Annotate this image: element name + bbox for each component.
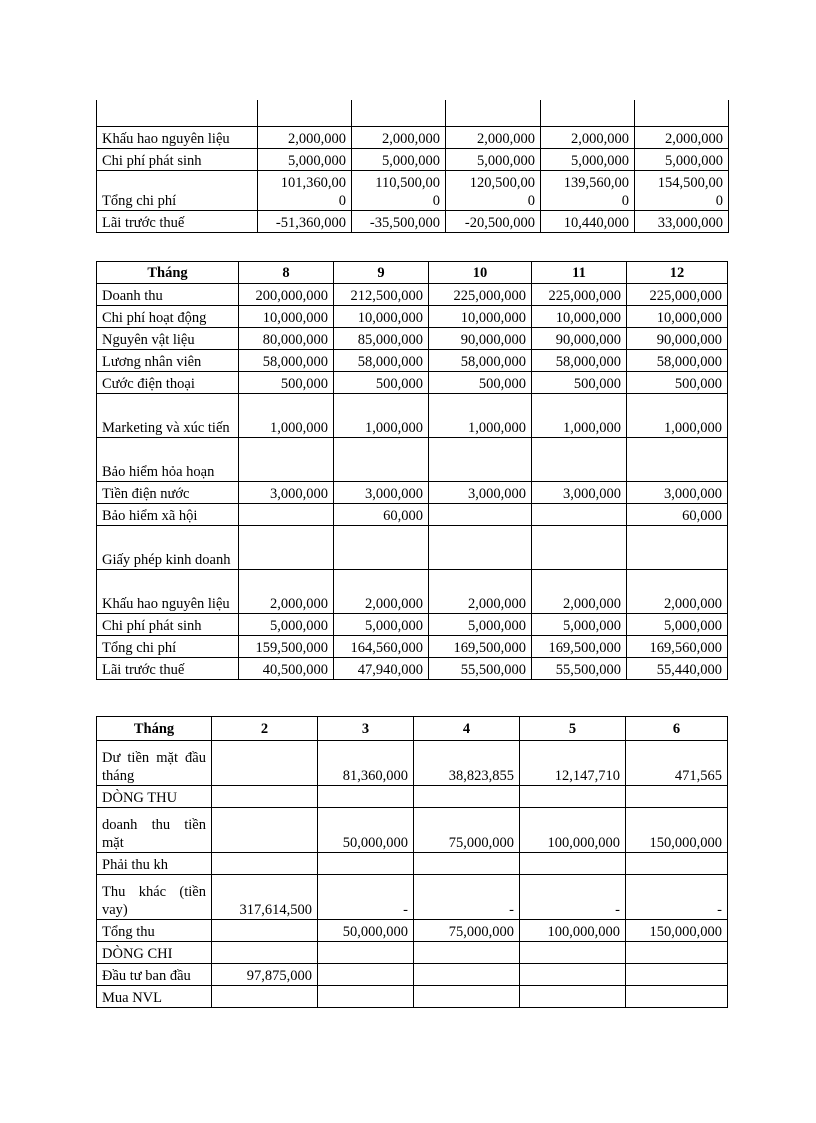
row-label: doanh thu tiền mặt xyxy=(97,808,212,853)
table-row xyxy=(97,964,728,986)
cell-value: 3,000,000 xyxy=(627,482,728,504)
table-row xyxy=(97,482,728,504)
row-label: Bảo hiểm hỏa hoạn xyxy=(97,438,239,482)
cell-value: 58,000,000 xyxy=(239,350,334,372)
cell-value: - xyxy=(520,875,626,920)
cell-value: 5,000,000 xyxy=(627,614,728,636)
cell-value: 2,000,000 xyxy=(352,126,446,148)
cell-value: 5,000,000 xyxy=(446,148,541,170)
table-row xyxy=(97,853,728,875)
cell-value xyxy=(212,808,318,853)
cell-value: 50,000,000 xyxy=(318,808,414,853)
cell-value xyxy=(318,786,414,808)
table-header-row xyxy=(97,262,728,284)
cell-value: 500,000 xyxy=(627,372,728,394)
cell-value: 75,000,000 xyxy=(414,808,520,853)
cell-value: - xyxy=(626,875,728,920)
cell-value: 50,000,000 xyxy=(318,920,414,942)
column-header: Tháng xyxy=(97,262,239,284)
cell-value: -20,500,000 xyxy=(446,210,541,232)
cell-value xyxy=(212,942,318,964)
column-header: 12 xyxy=(627,262,728,284)
cell-value: 10,440,000 xyxy=(541,210,635,232)
cell-value: 150,000,000 xyxy=(626,808,728,853)
cell-value: 2,000,000 xyxy=(627,570,728,614)
table-header-row xyxy=(97,717,728,741)
cell-value: -35,500,000 xyxy=(352,210,446,232)
table-row xyxy=(97,614,728,636)
cell-value: 164,560,000 xyxy=(334,636,429,658)
cell-value xyxy=(532,438,627,482)
cell-value: 225,000,000 xyxy=(627,284,728,306)
cell-value: 317,614,500 xyxy=(212,875,318,920)
row-label: Marketing và xúc tiến xyxy=(97,394,239,438)
table-row xyxy=(97,306,728,328)
column-header: 4 xyxy=(414,717,520,741)
cell-value xyxy=(318,986,414,1008)
monthly-pnl-table xyxy=(96,261,728,680)
cell-value xyxy=(318,942,414,964)
cell-value: 110,500,00 0 xyxy=(352,170,446,210)
cell-value: 169,560,000 xyxy=(627,636,728,658)
table-row xyxy=(97,148,729,170)
cell-value: 500,000 xyxy=(334,372,429,394)
cell-value: 60,000 xyxy=(334,504,429,526)
row-label: Doanh thu xyxy=(97,284,239,306)
cell-value xyxy=(446,100,541,126)
cell-value: 3,000,000 xyxy=(239,482,334,504)
table-row xyxy=(97,741,728,786)
cell-value xyxy=(626,853,728,875)
cell-value xyxy=(626,964,728,986)
table-row xyxy=(97,920,728,942)
cell-value: 5,000,000 xyxy=(532,614,627,636)
cell-value xyxy=(429,438,532,482)
table-row xyxy=(97,658,728,680)
cell-value: 97,875,000 xyxy=(212,964,318,986)
cell-value: 139,560,00 0 xyxy=(541,170,635,210)
column-header: 5 xyxy=(520,717,626,741)
row-label: Bảo hiểm xã hội xyxy=(97,504,239,526)
table-row xyxy=(97,100,729,126)
cell-value: 75,000,000 xyxy=(414,920,520,942)
cell-value xyxy=(635,100,729,126)
cell-value xyxy=(212,853,318,875)
table-row xyxy=(97,808,728,853)
row-label xyxy=(97,100,258,126)
cell-value xyxy=(541,100,635,126)
row-label: Giấy phép kinh doanh xyxy=(97,526,239,570)
cell-value xyxy=(212,741,318,786)
cell-value: 5,000,000 xyxy=(352,148,446,170)
cell-value: 10,000,000 xyxy=(532,306,627,328)
row-label: Khấu hao nguyên liệu xyxy=(97,570,239,614)
row-label: Tiền điện nước xyxy=(97,482,239,504)
row-label: Tổng thu xyxy=(97,920,212,942)
cell-value: 90,000,000 xyxy=(429,328,532,350)
cell-value xyxy=(520,964,626,986)
row-label: Mua NVL xyxy=(97,986,212,1008)
cell-value: 90,000,000 xyxy=(532,328,627,350)
cell-value: 81,360,000 xyxy=(318,741,414,786)
table-row xyxy=(97,526,728,570)
cell-value: 225,000,000 xyxy=(532,284,627,306)
cell-value: 154,500,00 0 xyxy=(635,170,729,210)
cell-value xyxy=(520,986,626,1008)
row-label: Cước điện thoại xyxy=(97,372,239,394)
row-label: Thu khác (tiền vay) xyxy=(97,875,212,920)
cell-value xyxy=(258,100,352,126)
cell-value xyxy=(239,504,334,526)
row-label: Chi phí hoạt động xyxy=(97,306,239,328)
table-row xyxy=(97,438,728,482)
row-label: Dư tiền mặt đầu tháng xyxy=(97,741,212,786)
row-label: Lãi trước thuế xyxy=(97,210,258,232)
cell-value: 200,000,000 xyxy=(239,284,334,306)
table-row xyxy=(97,284,728,306)
cell-value: 500,000 xyxy=(239,372,334,394)
cell-value: 101,360,00 0 xyxy=(258,170,352,210)
row-label: Lãi trước thuế xyxy=(97,658,239,680)
cell-value: 120,500,00 0 xyxy=(446,170,541,210)
cell-value xyxy=(532,526,627,570)
cell-value: 1,000,000 xyxy=(429,394,532,438)
cell-value: 3,000,000 xyxy=(429,482,532,504)
cell-value xyxy=(318,853,414,875)
cell-value: 2,000,000 xyxy=(532,570,627,614)
cell-value: 58,000,000 xyxy=(627,350,728,372)
cell-value xyxy=(520,942,626,964)
cell-value: 55,440,000 xyxy=(627,658,728,680)
cell-value: 2,000,000 xyxy=(334,570,429,614)
table-row xyxy=(97,126,729,148)
row-label: Chi phí phát sinh xyxy=(97,148,258,170)
row-label: Lương nhân viên xyxy=(97,350,239,372)
cell-value xyxy=(627,438,728,482)
cell-value xyxy=(520,786,626,808)
cell-value: 471,565 xyxy=(626,741,728,786)
table-row xyxy=(97,394,728,438)
cell-value: 40,500,000 xyxy=(239,658,334,680)
column-header: 3 xyxy=(318,717,414,741)
cell-value: 5,000,000 xyxy=(429,614,532,636)
table-row xyxy=(97,986,728,1008)
table-row xyxy=(97,942,728,964)
cell-value: 169,500,000 xyxy=(532,636,627,658)
cell-value xyxy=(520,853,626,875)
cell-value: 2,000,000 xyxy=(541,126,635,148)
column-header: 8 xyxy=(239,262,334,284)
column-header: 10 xyxy=(429,262,532,284)
cell-value xyxy=(239,526,334,570)
cell-value: 2,000,000 xyxy=(258,126,352,148)
table-row xyxy=(97,875,728,920)
cell-value: 225,000,000 xyxy=(429,284,532,306)
row-label: Đầu tư ban đầu xyxy=(97,964,212,986)
row-label: Nguyên vật liệu xyxy=(97,328,239,350)
cell-value xyxy=(334,438,429,482)
cell-value: 90,000,000 xyxy=(627,328,728,350)
table-row xyxy=(97,372,728,394)
cell-value: 1,000,000 xyxy=(627,394,728,438)
row-label: Tổng chi phí xyxy=(97,170,258,210)
cell-value xyxy=(352,100,446,126)
cell-value: 5,000,000 xyxy=(239,614,334,636)
row-label: DÒNG CHI xyxy=(97,942,212,964)
row-label: DÒNG THU xyxy=(97,786,212,808)
cell-value: 12,147,710 xyxy=(520,741,626,786)
cell-value: 100,000,000 xyxy=(520,808,626,853)
cell-value xyxy=(212,920,318,942)
cell-value: 58,000,000 xyxy=(429,350,532,372)
cell-value xyxy=(626,942,728,964)
cell-value xyxy=(429,504,532,526)
table-row xyxy=(97,636,728,658)
expense-table-continued xyxy=(96,100,729,233)
row-label: Khấu hao nguyên liệu xyxy=(97,126,258,148)
column-header: Tháng xyxy=(97,717,212,741)
cell-value: 5,000,000 xyxy=(541,148,635,170)
cell-value: 212,500,000 xyxy=(334,284,429,306)
cell-value xyxy=(414,942,520,964)
cell-value xyxy=(212,786,318,808)
cell-value xyxy=(532,504,627,526)
cell-value: 80,000,000 xyxy=(239,328,334,350)
cell-value: 10,000,000 xyxy=(334,306,429,328)
row-label: Tổng chi phí xyxy=(97,636,239,658)
cell-value xyxy=(414,786,520,808)
cell-value xyxy=(626,986,728,1008)
cell-value xyxy=(212,986,318,1008)
column-header: 11 xyxy=(532,262,627,284)
cell-value: 58,000,000 xyxy=(334,350,429,372)
cash-flow-table xyxy=(96,716,728,1008)
cell-value: -51,360,000 xyxy=(258,210,352,232)
column-header: 6 xyxy=(626,717,728,741)
cell-value xyxy=(334,526,429,570)
cell-value xyxy=(429,526,532,570)
cell-value: 1,000,000 xyxy=(239,394,334,438)
cell-value xyxy=(414,853,520,875)
cell-value: 85,000,000 xyxy=(334,328,429,350)
cell-value: 10,000,000 xyxy=(627,306,728,328)
cell-value: 150,000,000 xyxy=(626,920,728,942)
cell-value xyxy=(239,438,334,482)
column-header: 2 xyxy=(212,717,318,741)
cell-value: 47,940,000 xyxy=(334,658,429,680)
cell-value: 38,823,855 xyxy=(414,741,520,786)
cell-value: 10,000,000 xyxy=(429,306,532,328)
column-header: 9 xyxy=(334,262,429,284)
cell-value: 33,000,000 xyxy=(635,210,729,232)
cell-value: 2,000,000 xyxy=(635,126,729,148)
cell-value: 3,000,000 xyxy=(334,482,429,504)
cell-value: 5,000,000 xyxy=(635,148,729,170)
cell-value: 55,500,000 xyxy=(532,658,627,680)
cell-value: 1,000,000 xyxy=(532,394,627,438)
cell-value: 2,000,000 xyxy=(239,570,334,614)
cell-value: 3,000,000 xyxy=(532,482,627,504)
table-row xyxy=(97,350,728,372)
cell-value: 1,000,000 xyxy=(334,394,429,438)
cell-value: 55,500,000 xyxy=(429,658,532,680)
table-row xyxy=(97,786,728,808)
cell-value: 60,000 xyxy=(627,504,728,526)
cell-value: 2,000,000 xyxy=(446,126,541,148)
table-row xyxy=(97,504,728,526)
table-row xyxy=(97,328,728,350)
cell-value: 2,000,000 xyxy=(429,570,532,614)
cell-value: 159,500,000 xyxy=(239,636,334,658)
table-row xyxy=(97,570,728,614)
table-row xyxy=(97,210,729,232)
cell-value: 100,000,000 xyxy=(520,920,626,942)
cell-value xyxy=(627,526,728,570)
cell-value: 5,000,000 xyxy=(258,148,352,170)
row-label: Phải thu kh xyxy=(97,853,212,875)
cell-value xyxy=(414,964,520,986)
cell-value xyxy=(318,964,414,986)
cell-value: 500,000 xyxy=(429,372,532,394)
cell-value xyxy=(626,786,728,808)
cell-value: 5,000,000 xyxy=(334,614,429,636)
cell-value: 500,000 xyxy=(532,372,627,394)
cell-value: 169,500,000 xyxy=(429,636,532,658)
row-label: Chi phí phát sinh xyxy=(97,614,239,636)
cell-value: - xyxy=(414,875,520,920)
table-row xyxy=(97,170,729,210)
cell-value xyxy=(414,986,520,1008)
cell-value: - xyxy=(318,875,414,920)
cell-value: 10,000,000 xyxy=(239,306,334,328)
cell-value: 58,000,000 xyxy=(532,350,627,372)
